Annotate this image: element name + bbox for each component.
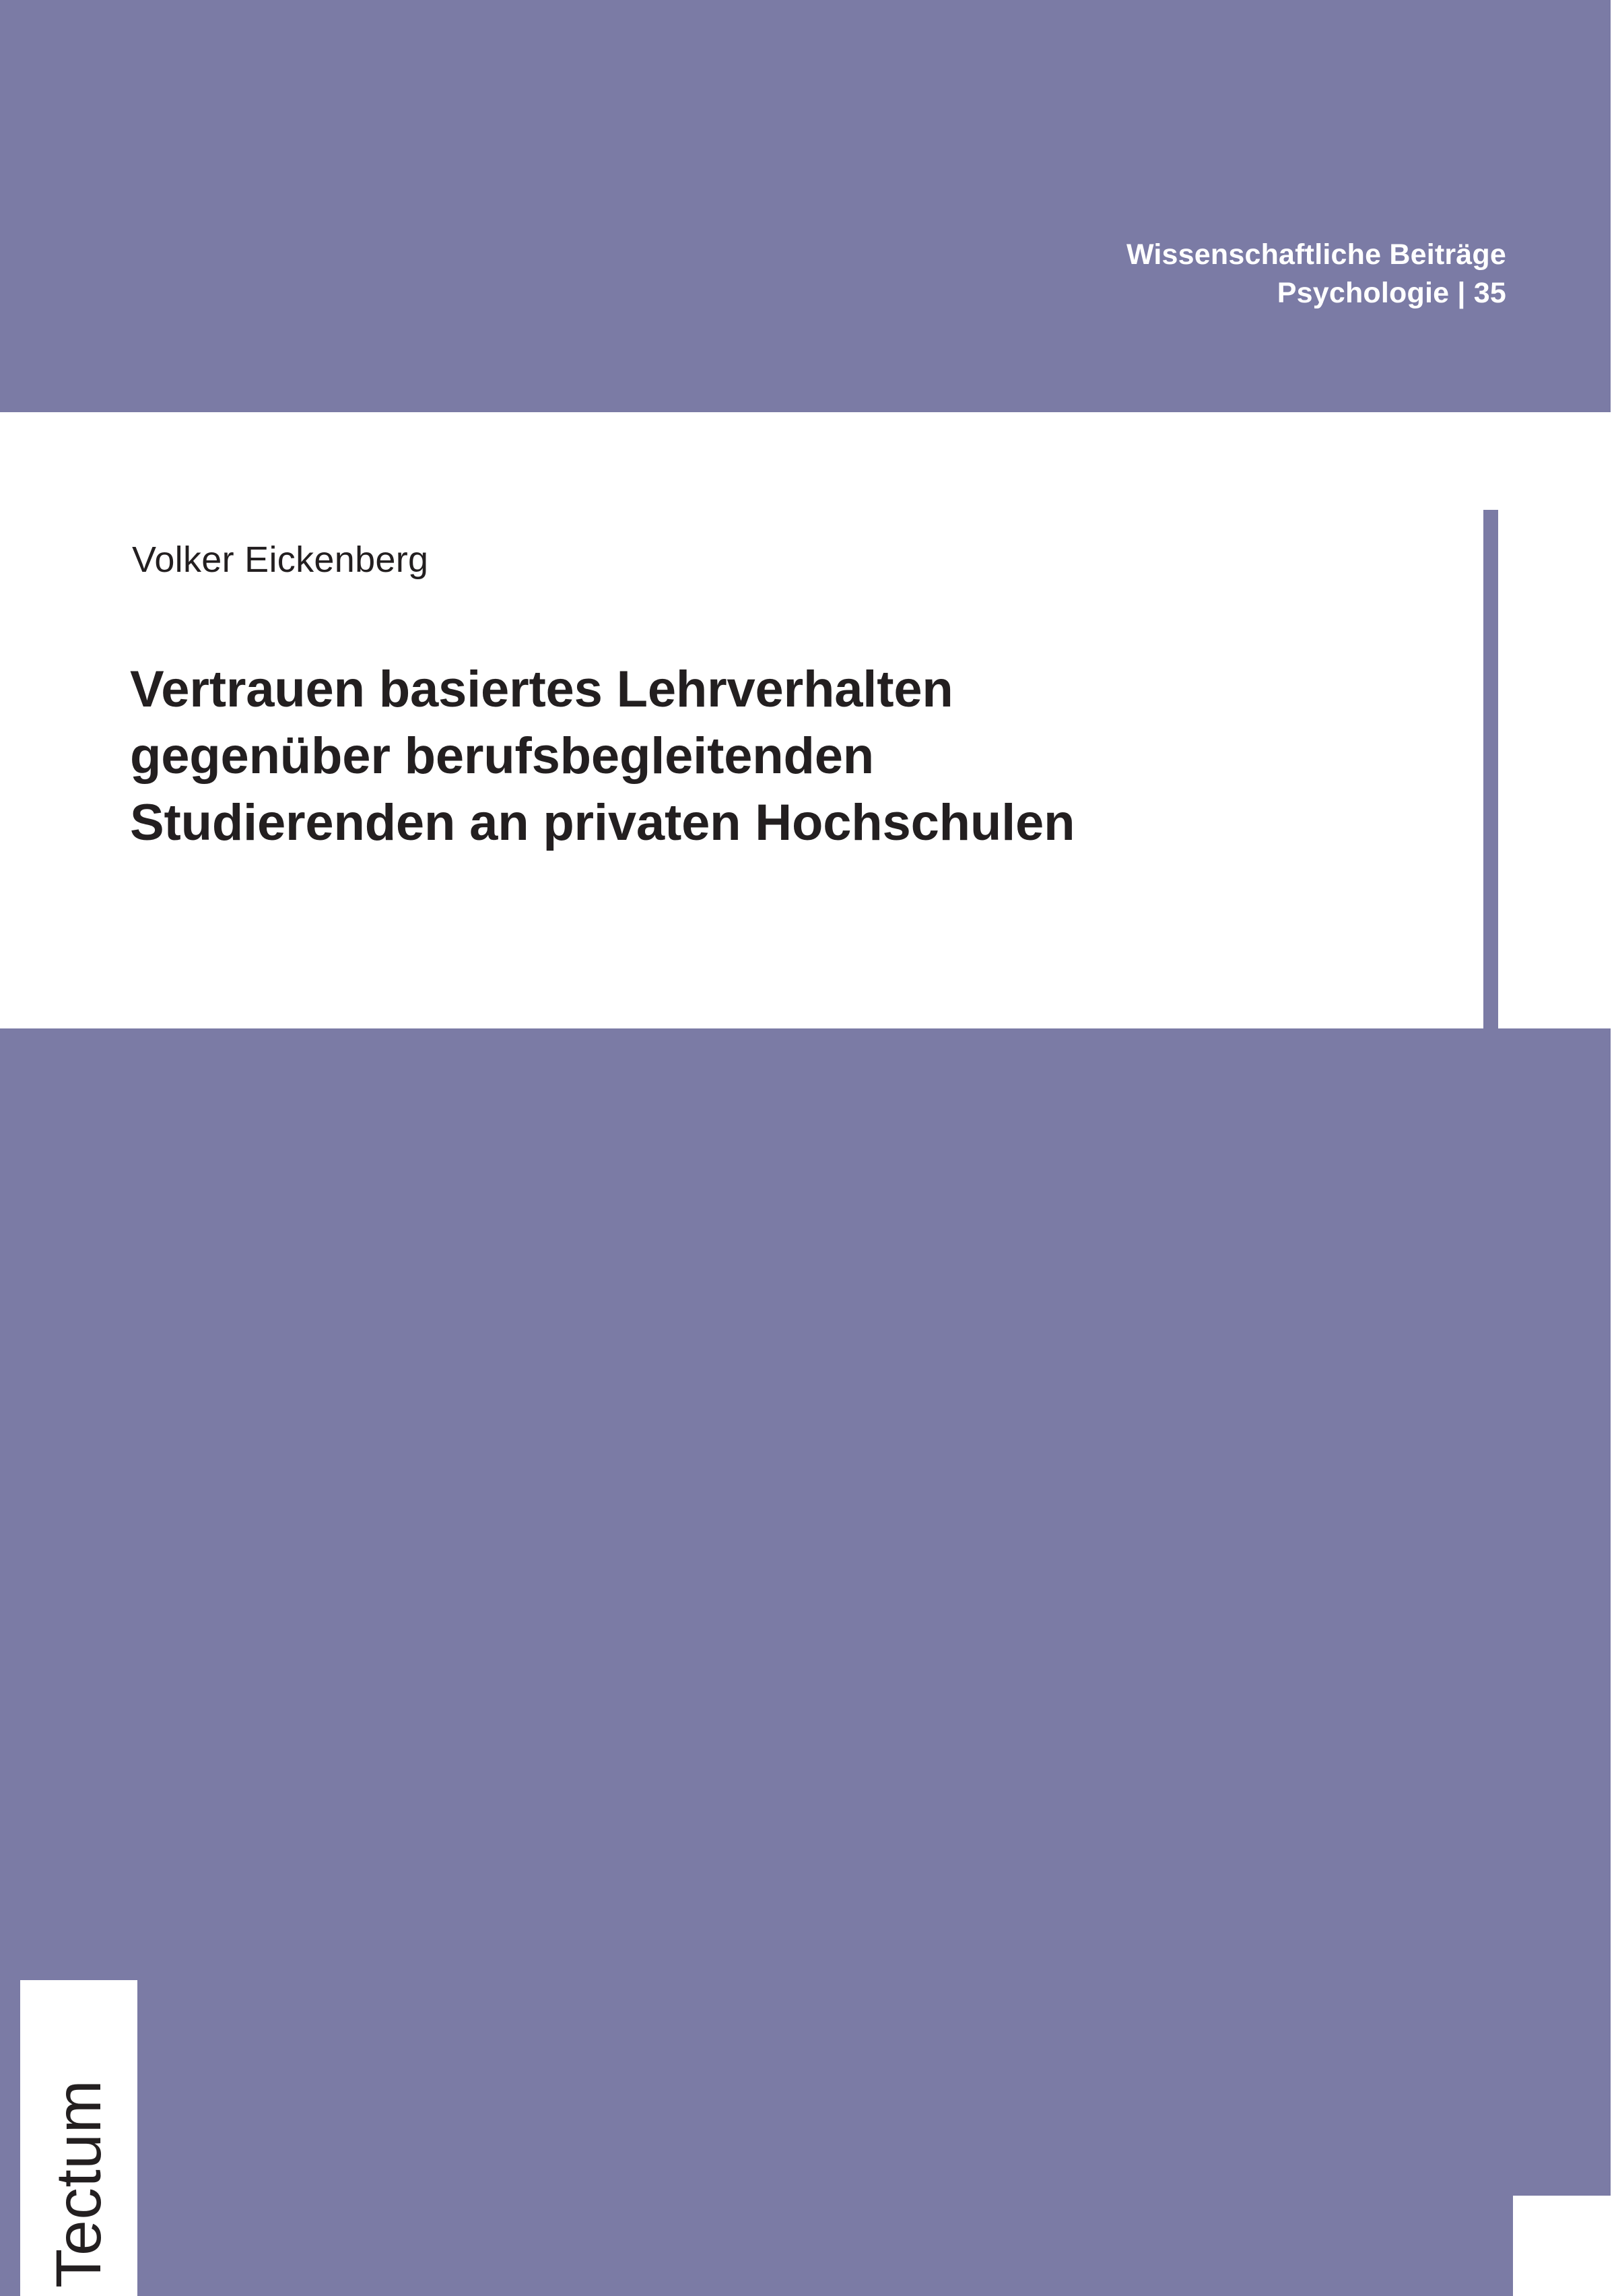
title-line-2: gegenüber berufsbegleitenden — [130, 727, 875, 785]
title-band-accent-bar — [1483, 510, 1498, 1028]
publisher-logo-box — [20, 1980, 137, 2296]
series-line-1: Wissenschaftliche Beiträge — [1126, 238, 1506, 271]
author-name: Volker Eickenberg — [132, 539, 429, 580]
cover-right-edge — [1611, 0, 1616, 2296]
title-line-1: Vertrauen basiertes Lehrverhalten — [130, 661, 953, 718]
book-title — [130, 657, 1450, 856]
series-line-2: Psychologie | 35 — [1277, 277, 1506, 310]
title-line-3: Studierenden an privaten Hochschulen — [130, 793, 1075, 851]
series-label — [698, 236, 1506, 313]
cover-bottom-right-margin — [1513, 2196, 1616, 2296]
publisher-name: Tectum — [43, 2079, 114, 2288]
title-band-right-margin — [1513, 412, 1616, 1028]
